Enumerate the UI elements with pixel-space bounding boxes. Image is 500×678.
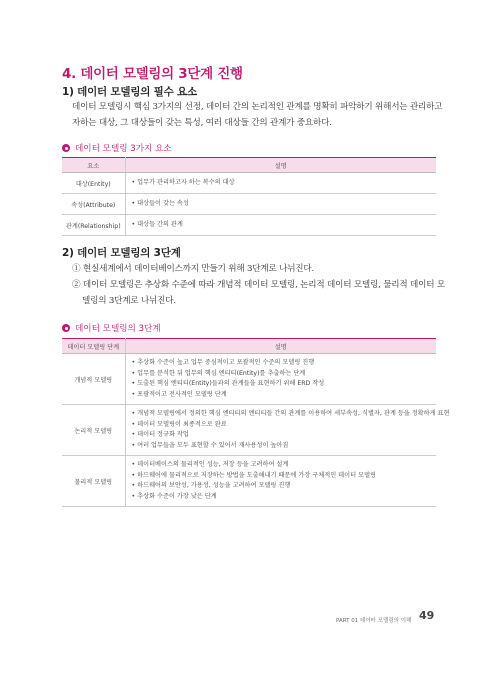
- column-header-stage: 데이터 모델링 단계: [62, 339, 125, 354]
- table-header-row: [62, 158, 436, 173]
- footer-part-title: PART 01 데이터 모델링의 이해: [336, 618, 412, 624]
- description-line: • 하드웨어에 물리적으로 저장하는 방법을 도출해내기 때문에 가장 구체적인 데이터 모델링: [131, 471, 376, 479]
- row-description: [125, 173, 436, 194]
- bullet-icon: [62, 324, 70, 332]
- row-label: 개념적 모델링: [62, 354, 125, 405]
- description-line: • 업무가 관리하고자 하는 복수의 대상: [131, 178, 235, 186]
- row-label: 관계(Relationship): [62, 215, 125, 236]
- description-line: • 도출된 핵심 엔티티(Entity)들과의 관계들을 표현하기 위해 ERD 작성: [131, 380, 325, 387]
- row-description: [125, 354, 436, 405]
- row-description: [125, 405, 450, 456]
- paragraph-2: [72, 261, 445, 309]
- description-line: • 추상화 수준이 가장 낮은 단계: [131, 492, 217, 500]
- column-header-description: 설명: [125, 339, 436, 354]
- paragraph-line: 델링의 3단계로 나뉘진다.: [82, 296, 176, 306]
- description-line: • 포괄적이고 전사적인 모델링 단계: [131, 390, 227, 398]
- section-heading: 4. 데이터 모델링의 3단계 진행: [62, 66, 243, 82]
- description-line: • 추상화 수준이 높고 업무 중심적이고 포괄적인 수준의 모델링 진행: [131, 359, 315, 366]
- description-line: • 업무를 분석한 뒤 업무의 핵심 엔티티(Entity)를 추출하는 단계: [131, 369, 306, 377]
- description-line: • 하드웨어의 보안성, 가용성, 성능을 고려하여 모델링 진행: [131, 482, 291, 489]
- column-header-element: 요소: [62, 158, 125, 173]
- subsection-title-1: 1) 데이터 모델링의 필수 요소: [62, 86, 197, 98]
- bullet-icon: [62, 144, 70, 152]
- paragraph-1: [72, 99, 442, 131]
- row-description: [125, 194, 436, 215]
- row-label: 논리적 모델링: [62, 405, 125, 456]
- paragraph-line: ① 현실세계에서 데이터베이스까지 만들기 위해 3단계로 나뉘진다.: [72, 264, 315, 274]
- row-label: 물리적 모델링: [62, 456, 125, 507]
- paragraph-line: ② 데이터 모델링은 추상화 수준에 따라 개념적 데이터 모델링, 논리적 데이터 모델링, 물리적 데이터 모: [72, 280, 445, 290]
- paragraph-line: 데이터 모델링시 핵심 3가지의 선정, 데이터 간의 논리적인 관계를 명확히 파악하기 위해서는 관리하고: [72, 102, 443, 112]
- description-line: • 개념적 모델링에서 정의한 핵심 엔티티의 엔티티들 간의 관계를 이용하여 세부속성, 식별자, 관계 등을 정확하게 표현: [131, 410, 450, 417]
- description-line: • 여러 업무들을 모두 표현할 수 있어서 재사용성이 높아짐: [131, 441, 289, 449]
- description-line: • 대상들이 갖는 속성: [131, 199, 189, 207]
- table-row: [62, 173, 436, 194]
- row-description: [125, 215, 436, 236]
- elements-table: [62, 157, 436, 236]
- row-label: 속성(Attribute): [62, 194, 125, 215]
- page-number: 49: [419, 609, 435, 622]
- table-row: [62, 354, 436, 405]
- table-row: [62, 215, 436, 236]
- description-line: • 데이터 정규화 작업: [131, 431, 189, 438]
- table-row: [62, 194, 436, 215]
- description-line: • 대상들 간의 관계: [131, 220, 183, 228]
- row-label: 대상(Entity): [62, 173, 125, 194]
- table-caption-1: [62, 142, 172, 154]
- paragraph-line: 자하는 대상, 그 대상들이 갖는 특성, 여러 대상들 간의 관계가 중요하다.: [72, 118, 332, 128]
- table-row: [62, 405, 436, 456]
- row-description: [125, 456, 436, 507]
- description-line: • 데이터 모델링이 최종적으로 완료: [131, 420, 227, 428]
- table-caption-text: 데이터 모델링 3가지 요소: [75, 144, 172, 154]
- column-header-description: 설명: [125, 158, 436, 173]
- table-caption-2: [62, 322, 161, 334]
- subsection-title-2: 2) 데이터 모델링의 3단계: [62, 247, 181, 259]
- stages-table: [62, 338, 450, 507]
- table-caption-text: 데이터 모델링의 3단계: [75, 324, 161, 334]
- table-row: [62, 456, 436, 507]
- table-header-row: [62, 339, 436, 354]
- description-line: • 데이터베이스의 물리적인 성능, 저장 등을 고려하여 설계: [131, 461, 289, 468]
